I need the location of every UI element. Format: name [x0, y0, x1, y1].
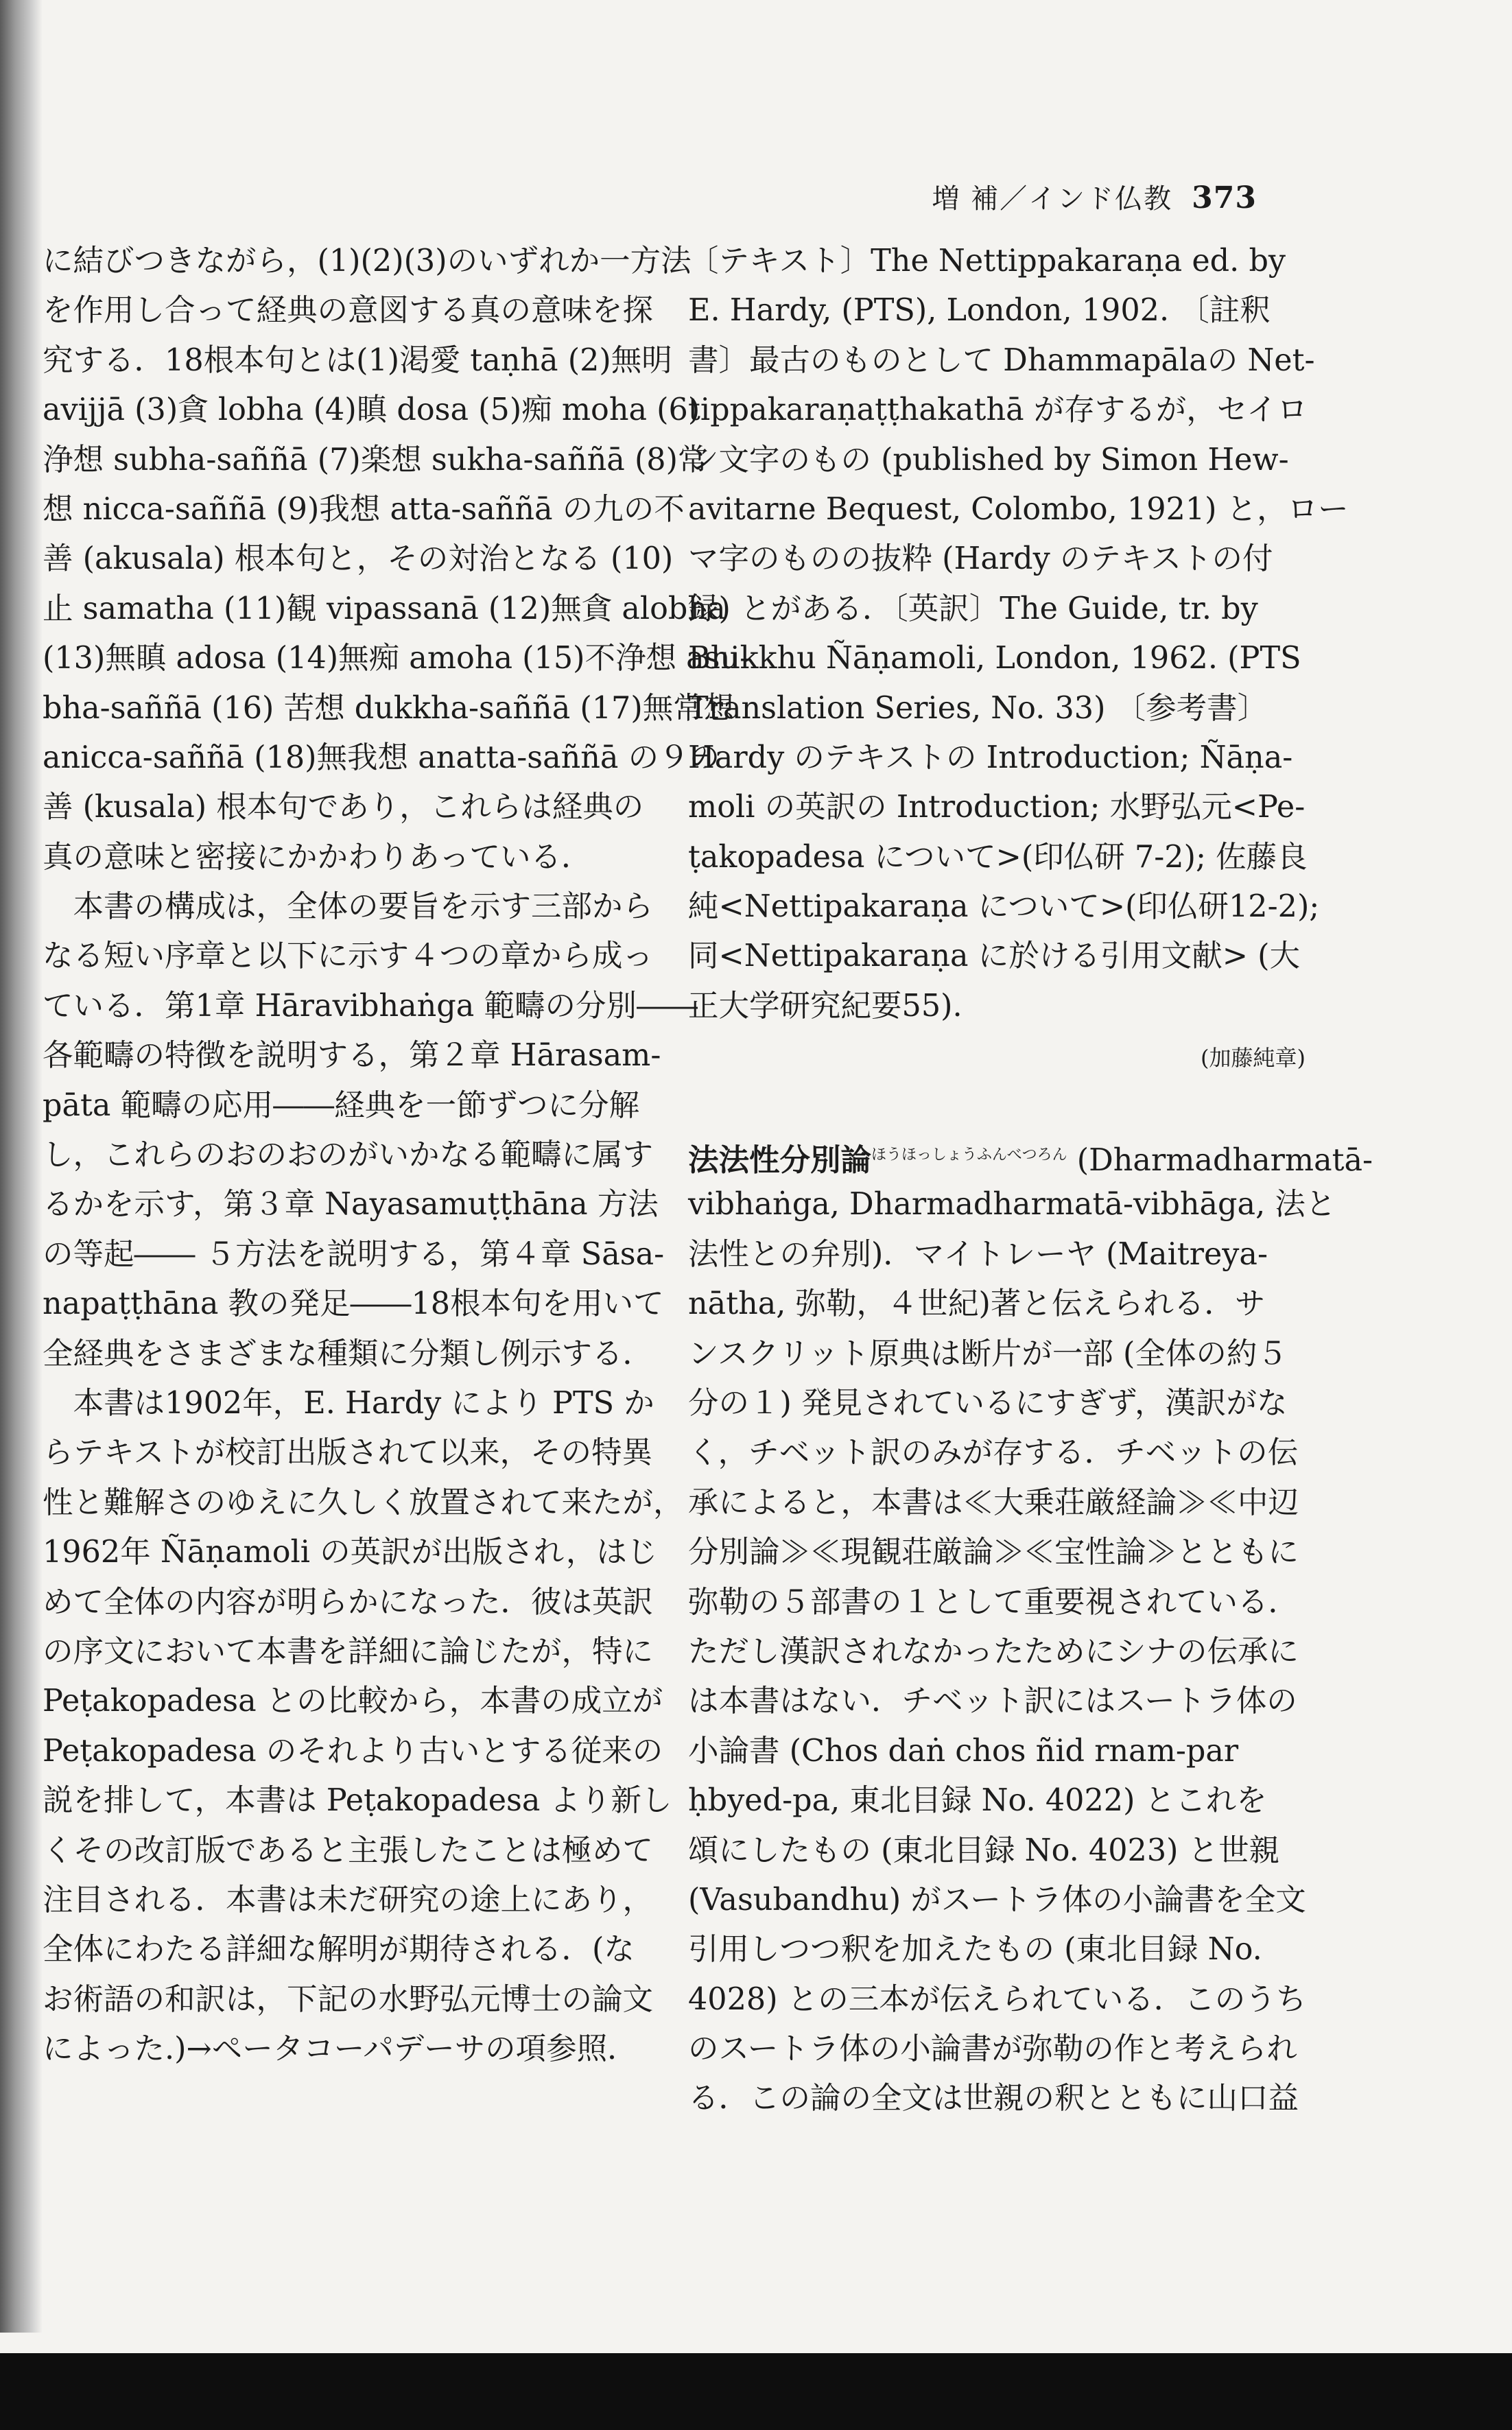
text-line: 浄想 subha-saññā (7)楽想 sukha-saññā (8)常 [43, 442, 709, 477]
text-line: ている．第1章 Hāravibhaṅga 範疇の分別―― [43, 988, 698, 1024]
text-line: るかを示す，第３章 Nayasamuṭṭhāna 方法 [43, 1187, 659, 1223]
bibliography-line: 〔テキスト〕The Nettippakaraṇa ed. by [688, 244, 1286, 279]
text-line: 善 (akusala) 根本句と，その対治となる (10) [43, 541, 674, 577]
text-line: なる短い序章と以下に示す４つの章から成っ [43, 939, 654, 974]
text-line: 想 nicca-saññā (9)我想 atta-saññā の九の不 [43, 491, 685, 527]
entry-text-line: は本書はない．チベット訳にはスートラ体の [688, 1684, 1297, 1719]
entry-heading-line [688, 1131, 1373, 1180]
entry-text-line: く，チベット訳のみが存する．チベットの伝 [688, 1435, 1299, 1471]
entry-text-line: nātha, 弥勒，４世紀)著と伝えられる．サ [688, 1286, 1266, 1322]
entry-text-line: 4028) との三本が伝えられている．このうち [688, 1981, 1307, 2017]
page-number: 373 [1192, 180, 1257, 215]
entry-term: 法法性分別論 [688, 1142, 872, 1178]
text-line: らテキストが校訂出版されて以来，その特異 [43, 1435, 653, 1471]
text-line: 善 (kusala) 根本句であり，これらは経典の [43, 790, 644, 825]
text-line: を作用し合って経典の意図する真の意味を探 [43, 293, 654, 329]
text-line: 本書は1902年，E. Hardy により PTS か [43, 1385, 654, 1421]
running-header [932, 177, 1257, 216]
entry-text-line: 引用しつつ釈を加えたもの (東北目録 No. [688, 1932, 1262, 1968]
text-line: の序文において本書を詳細に論じたが，特に [43, 1633, 654, 1669]
bibliography-line: E. Hardy, (PTS), London, 1902. 〔註釈 [688, 293, 1271, 329]
text-line: 性と難解さのゆえに久しく放置されて来たが， [43, 1485, 684, 1520]
text-line: bha-saññā (16) 苦想 dukkha-saññā (17)無常想 [43, 690, 735, 726]
entry-text-line: 分別論≫≪現観荘厳論≫≪宝性論≫とともに [688, 1535, 1299, 1570]
running-header-title: 増 補／インド仏教 [932, 183, 1173, 215]
text-line: 全経典をさまざまな種類に分類し例示する． [43, 1336, 654, 1371]
bibliography-line: Hardy のテキストの Introduction; Ñāṇa- [688, 740, 1293, 775]
text-line: お術語の和訳は，下記の水野弘元博士の論文 [43, 1981, 654, 2017]
entry-text-line: vibhaṅga, Dharmadharmatā-vibhāga, 法と [688, 1187, 1336, 1223]
text-line: めて全体の内容が明らかになった．彼は英訳 [43, 1584, 654, 1620]
entry-reading: ほうほっしょうふんべつろん [871, 1146, 1067, 1164]
text-line: pāta 範疇の応用――経典を一節ずつに分解 [43, 1087, 640, 1123]
text-line: に結びつきながら，(1)(2)(3)のいずれか一方法 [43, 244, 692, 279]
text-line: 真の意味と密接にかかわりあっている． [43, 839, 592, 875]
entry-text-line: 小論書 (Chos daṅ chos ñid rnam-par [688, 1733, 1239, 1769]
bibliography-line: 書〕最古のものとして Dhammapālaの Net- [688, 342, 1315, 378]
entry-text-line: (Vasubandhu) がスートラ体の小論書を全文 [688, 1882, 1306, 1918]
entry-text-line: ンスクリット原典は断片が一部 (全体の約５ [688, 1336, 1288, 1371]
scan-bottom-band [0, 2353, 1512, 2430]
bibliography-line: ン文字のもの (published by Simon Hew- [688, 442, 1289, 477]
bibliography-line: tippakaraṇaṭṭhakathā が存するが，セイロ [688, 392, 1308, 428]
entry-text-line: る．この論の全文は世親の釈とともに山口益 [688, 2081, 1299, 2116]
right-column [688, 237, 1373, 2124]
text-line: 各範疇の特徴を説明する，第２章 Hārasam- [43, 1038, 661, 1074]
bibliography-line: Bhikkhu Ñāṇamoli, London, 1962. (PTS [688, 641, 1301, 676]
text-line: (13)無瞋 adosa (14)無痴 amoha (15)不浄想 asu- [43, 641, 751, 676]
bibliography-line: ṭakopadesa について>(印仏研 7-2); 佐藤良 [688, 839, 1308, 875]
left-column [43, 237, 751, 2074]
entry-text-line: 法性との弁別)．マイトレーヤ (Maitreya- [688, 1236, 1268, 1272]
text-line: Peṭakopadesa との比較から，本書の成立が [43, 1684, 663, 1719]
author-credit: (加藤純章) [1201, 1045, 1306, 1072]
book-binding-shadow [0, 0, 43, 2333]
entry-text-line: 頌にしたもの (東北目録 No. 4023) と世親 [688, 1832, 1280, 1868]
text-line: の等起―― ５方法を説明する，第４章 Sāsa- [43, 1236, 665, 1272]
entry-text-line: 弥勒の５部書の１として重要視されている． [688, 1584, 1299, 1620]
text-line: napaṭṭhāna 教の発足――18根本句を用いて [43, 1286, 664, 1322]
entry-gap [688, 1081, 1306, 1131]
text-line: 究する．18根本句とは(1)渇愛 taṇhā (2)無明 [43, 342, 672, 378]
text-line: 止 samatha (11)観 vipassanā (12)無貪 alobha [43, 591, 726, 626]
entry-text-line: ただし漢訳されなかったためにシナの伝承に [688, 1633, 1299, 1669]
text-line: によった.)→ペータコーパデーサの項参照． [43, 2031, 638, 2067]
entry-text-line: ḥbyed-pa, 東北目録 No. 4022) とこれを [688, 1783, 1267, 1819]
text-line: 全体にわたる詳細な解明が期待される．(な [43, 1932, 635, 1968]
bibliography-line: 純<Nettipakaraṇa について>(印仏研12-2); [688, 889, 1320, 925]
text-line: 1962年 Ñāṇamoli の英訳が出版され，はじ [43, 1535, 658, 1570]
entry-text-line: のスートラ体の小論書が弥勒の作と考えられ [688, 2031, 1297, 2067]
entry-text-line: 分の１) 発見されているにすぎず，漢訳がな [688, 1385, 1288, 1421]
bibliography-line: 同<Nettipakaraṇa に於ける引用文献> (大 [688, 939, 1301, 974]
text-line: 本書の構成は，全体の要旨を示す三部から [43, 889, 654, 925]
text-line: し，これらのおのおのがいかなる範疇に属す [43, 1137, 654, 1173]
text-line: anicca-saññā (18)無我想 anatta-saññā の９の [43, 740, 720, 775]
text-line: 説を排して，本書は Peṭakopadesa より新し [43, 1783, 672, 1819]
text-line: avijjā (3)貪 lobha (4)瞋 dosa (5)痴 moha (6) [43, 392, 700, 428]
text-line: Peṭakopadesa のそれより古いとする従来の [43, 1733, 663, 1769]
bibliography-line: moli の英訳の Introduction; 水野弘元<Pe- [688, 790, 1306, 825]
bibliography-line: 正大学研究紀要55). [688, 988, 962, 1024]
bibliography-line: 録) とがある．〔英訳〕The Guide, tr. by [688, 591, 1258, 626]
entry-heading-rest: (Dharmadharmatā- [1067, 1142, 1373, 1178]
entry-text-line: 承によると，本書は≪大乗荘厳経論≫≪中辺 [688, 1485, 1299, 1520]
bibliography-line: マ字のものの抜粋 (Hardy のテキストの付 [688, 541, 1273, 577]
text-line: 注目される．本書は未だ研究の途上にあり， [43, 1882, 654, 1918]
bibliography-line: avitarne Bequest, Colombo, 1921) と，ロー [688, 491, 1349, 527]
bibliography-line: Translation Series, No. 33) 〔参考書〕 [688, 690, 1268, 726]
text-line: くその改訂版であると主張したことは極めて [43, 1832, 654, 1868]
